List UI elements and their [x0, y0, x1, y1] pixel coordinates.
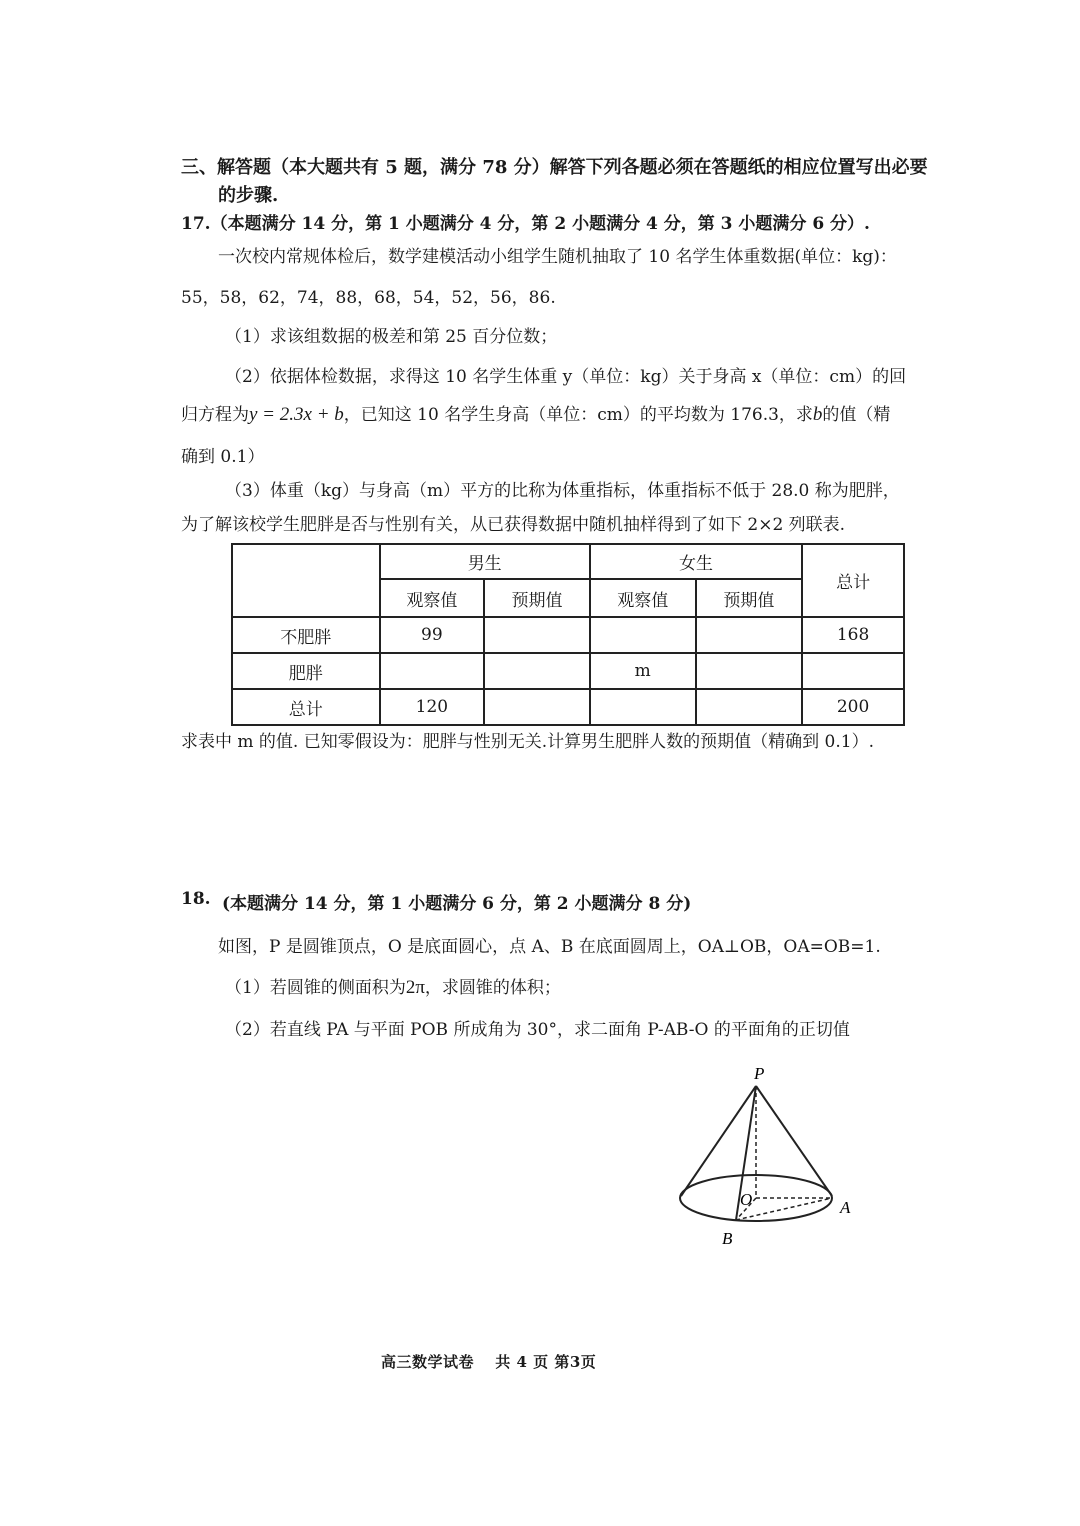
cone-figure	[670, 1060, 870, 1255]
q17-part3-line2: 为了解该校学生肥胖是否与性别有关，从已获得数据中随机抽样得到了如下 2×2 列联表.	[181, 515, 846, 535]
cell-female-observed	[590, 617, 696, 653]
section-heading-line2: 的步骤.	[218, 185, 279, 206]
table-row	[232, 653, 904, 689]
row-label: 肥胖	[232, 653, 380, 689]
q17-part2-line2	[181, 400, 890, 426]
row-label: 总计	[232, 689, 380, 725]
q17-intro: 一次校内常规体检后，数学建模活动小组学生随机抽取了 10 名学生体重数据(单位：kg)：	[218, 247, 897, 267]
row-label: 不肥胖	[232, 617, 380, 653]
q17-part2-end: 的值（精	[822, 405, 891, 425]
q17-part3-line1: （3）体重（kg）与身高（m）平方的比称为体重指标，体重指标不低于 28.0 称为肥胖，	[225, 481, 900, 501]
table-header-female: 女生	[590, 544, 802, 579]
q18-part1-suffix: ，求圆锥的体积；	[424, 978, 561, 998]
cell-male-observed: 120	[380, 689, 485, 725]
cell-male-observed	[380, 653, 485, 689]
q17-part2-prefix: 归方程为	[181, 405, 249, 425]
cell-male-observed: 99	[380, 617, 485, 653]
q17-part1: （1）求该组数据的极差和第 25 百分位数；	[225, 327, 558, 347]
table-header-male: 男生	[380, 544, 590, 579]
q18-number: 18.	[181, 889, 211, 909]
page-footer: 高三数学试卷 共 4 页 第3页	[381, 1353, 597, 1371]
cell-total: 200	[802, 689, 904, 725]
q18-part1	[225, 973, 561, 999]
table-corner-cell	[232, 544, 380, 617]
label-P: P	[754, 1064, 765, 1083]
table-subheader-female-expected: 预期值	[696, 579, 803, 617]
label-O: O	[740, 1190, 753, 1209]
q17-part2-suffix: ，已知这 10 名学生身高（单位：cm）的平均数为 176.3，求	[343, 405, 813, 425]
variable-b: b	[812, 404, 823, 425]
cell-total	[802, 653, 904, 689]
cell-female-expected	[696, 653, 803, 689]
cell-female-observed: m	[590, 653, 696, 689]
cell-male-expected	[484, 653, 590, 689]
cone-right-slant	[756, 1086, 832, 1196]
q18-header: (本题满分 14 分，第 1 小题满分 6 分，第 2 小题满分 8 分)	[222, 894, 692, 914]
label-A: A	[840, 1198, 851, 1217]
q18-part2: （2）若直线 PA 与平面 POB 所成角为 30°，求二面角 P-AB-O 的平面角的正切值	[225, 1020, 850, 1040]
q18-part1-prefix: （1）若圆锥的侧面积为	[225, 978, 406, 998]
q17-part2-line3: 确到 0.1）	[181, 447, 265, 467]
table-row	[232, 617, 904, 653]
table-row	[232, 689, 904, 725]
cone-left-slant	[681, 1086, 756, 1196]
q17-header: 17.（本题满分 14 分，第 1 小题满分 4 分，第 2 小题满分 4 分，第 3 小题满分 6 分）.	[181, 214, 870, 234]
lateral-area-value: 2π	[405, 977, 425, 998]
regression-equation: y = 2.3x + b	[249, 404, 344, 425]
q17-data: 55，58，62，74，88，68，54，52，56，86.	[181, 288, 556, 308]
table-subheader-female-observed: 观察值	[590, 579, 696, 617]
contingency-table	[231, 543, 905, 726]
cell-male-expected	[484, 617, 590, 653]
q17-part2-line1: （2）依据体检数据，求得这 10 名学生体重 y（单位：kg）关于身高 x（单位：cm）的回	[225, 367, 907, 387]
table-subheader-male-expected: 预期值	[484, 579, 590, 617]
section-heading-line1: 三、解答题（本大题共有 5 题，满分 78 分）解答下列各题必须在答题纸的相应位置写出必要	[181, 157, 928, 178]
table-subheader-male-observed: 观察值	[380, 579, 485, 617]
cell-female-expected	[696, 617, 803, 653]
cell-male-expected	[484, 689, 590, 725]
table-header-total: 总计	[802, 544, 904, 617]
cell-total: 168	[802, 617, 904, 653]
label-B: B	[722, 1229, 733, 1248]
cell-female-expected	[696, 689, 803, 725]
q17-after-table: 求表中 m 的值. 已知零假设为：肥胖与性别无关.计算男生肥胖人数的预期值（精确到 0.1）.	[181, 732, 874, 752]
q18-intro: 如图，P 是圆锥顶点，O 是底面圆心，点 A、B 在底面圆周上，OA⊥OB，OA=OB=1.	[218, 937, 881, 957]
cell-female-observed	[590, 689, 696, 725]
